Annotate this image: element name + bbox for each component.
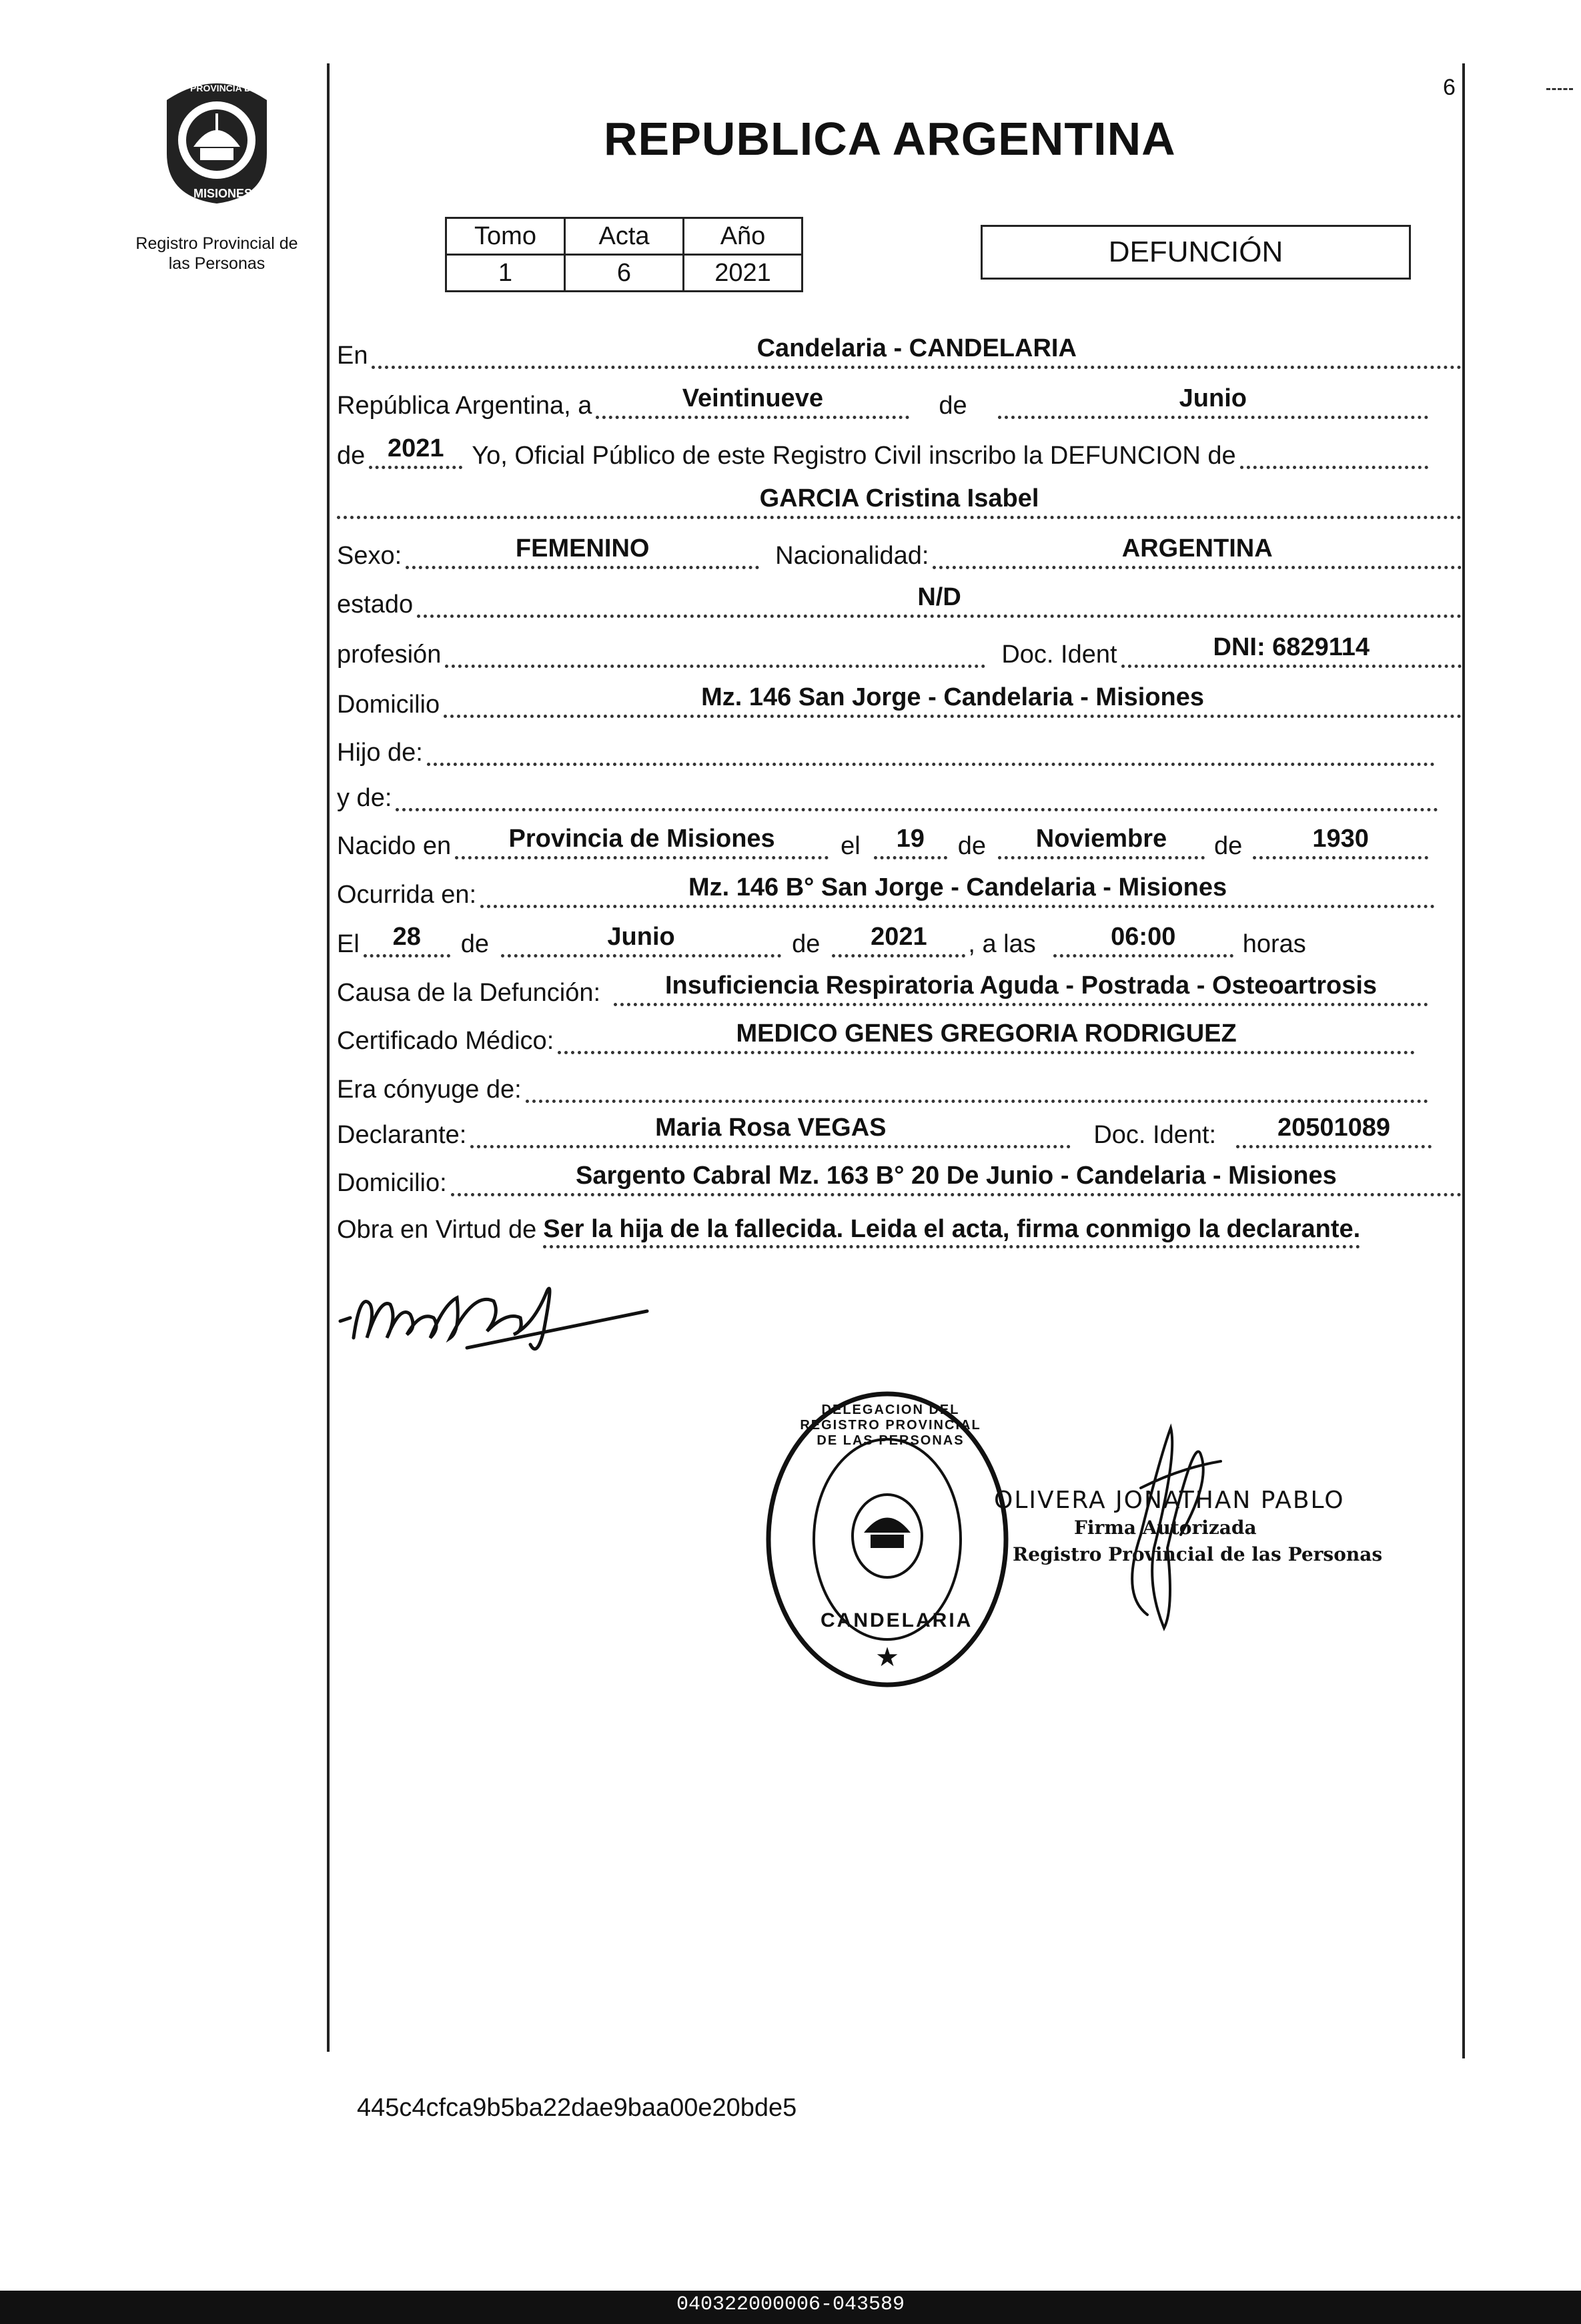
dia-value: Veintinueve xyxy=(682,384,823,412)
nac-de2-label: de xyxy=(1213,832,1243,860)
yo-text: Yo, Oficial Público de este Registro Civil inscribo la DEFUNCION de xyxy=(472,442,1236,470)
declarante-label: Declarante: xyxy=(337,1121,467,1149)
de-label: de xyxy=(939,392,967,420)
document-hash: 445c4cfca9b5ba22dae9baa00e20bde5 xyxy=(357,2094,797,2122)
estado-value: N/D xyxy=(917,583,961,611)
def-de-label: de xyxy=(460,930,490,958)
anio-field xyxy=(369,434,462,469)
estado-field xyxy=(417,583,1462,618)
record-type-box xyxy=(981,225,1411,280)
doc-ident-label: Doc. Ident xyxy=(1001,641,1117,669)
row-fecha-defuncion xyxy=(337,925,1458,963)
declarante-value: Maria Rosa VEGAS xyxy=(655,1114,887,1142)
stamp-ring-text: DELEGACION DEL REGISTRO PROVINCIAL DE LAS PERSONAS xyxy=(800,1403,981,1448)
el2-label: El xyxy=(337,930,360,958)
yde-field xyxy=(396,781,1438,811)
obra-value: Ser la hija de la fallecida. Leida el acta, firma conmigo la declarante. xyxy=(543,1215,1360,1248)
row-conyuge xyxy=(337,1071,1431,1108)
doc-ident-value: DNI: 6829114 xyxy=(1213,633,1370,661)
conyuge-field xyxy=(526,1073,1428,1103)
nac-el-label: el xyxy=(841,832,861,860)
def-de2-label: de xyxy=(792,930,821,958)
row-sexo-nacionalidad xyxy=(337,534,1464,574)
row-certificado xyxy=(337,1022,1418,1060)
sexo-field xyxy=(406,534,759,569)
certificado-field xyxy=(558,1020,1415,1054)
hijo-field xyxy=(427,736,1435,766)
table-value-acta: 6 xyxy=(565,255,684,292)
row-y-de xyxy=(337,779,1441,817)
record-number-table xyxy=(445,217,803,292)
domicilio2-label: Domicilio: xyxy=(337,1169,447,1197)
hora-field xyxy=(1053,923,1233,957)
doc-ident2-value: 20501089 xyxy=(1277,1114,1391,1142)
page-number: 6 xyxy=(1443,75,1456,100)
registry-label-line2: las Personas xyxy=(168,254,266,273)
table-value-tomo: 1 xyxy=(446,255,565,292)
row-hijo-de xyxy=(337,734,1438,771)
certificado-value: MEDICO GENES GREGORIA RODRIGUEZ xyxy=(736,1020,1237,1048)
row-anio-yo xyxy=(337,434,1431,474)
footer-code: 040322000006-043589 xyxy=(676,2293,905,2316)
yde-label: y de: xyxy=(337,784,392,812)
doc-ident2-field xyxy=(1236,1114,1432,1148)
row-ocurrida xyxy=(337,873,1438,913)
de2-label: de xyxy=(337,442,366,470)
domicilio-label: Domicilio xyxy=(337,691,440,719)
row-obra-virtud xyxy=(337,1211,1464,1248)
yo-trailing-field xyxy=(1240,439,1428,469)
row-profesion-doc xyxy=(337,633,1464,673)
declarante-field xyxy=(470,1114,1071,1148)
row-fecha-inscripcion xyxy=(337,384,1431,424)
en-field xyxy=(372,334,1462,369)
def-anio-value: 2021 xyxy=(871,923,927,951)
doc-ident2-label: Doc. Ident: xyxy=(1093,1121,1217,1149)
profesion-label: profesión xyxy=(337,641,442,669)
nacido-label: Nacido en xyxy=(337,832,452,860)
mes-field xyxy=(998,384,1428,419)
doc-ident-field xyxy=(1121,633,1462,668)
obra-label: Obra en Virtud de xyxy=(337,1216,537,1244)
domicilio-field xyxy=(444,683,1462,718)
hijo-label: Hijo de: xyxy=(337,739,423,767)
en-label: En xyxy=(337,342,368,370)
ocurrida-value: Mz. 146 B° San Jorge - Candelaria - Misiones xyxy=(688,873,1227,901)
causa-label: Causa de la Defunción: xyxy=(337,979,601,1007)
horas-label: horas xyxy=(1242,930,1306,958)
nac-anio-field xyxy=(1253,825,1428,859)
record-type-label: DEFUNCIÓN xyxy=(1108,236,1283,268)
edge-dash xyxy=(1546,88,1573,90)
registry-label-line1: Registro Provincial de xyxy=(135,234,298,253)
nac-de-label: de xyxy=(957,832,986,860)
causa-value: Insuficiencia Respiratoria Aguda - Postrada - Osteoartrosis xyxy=(664,972,1378,1000)
en-value: Candelaria - CANDELARIA xyxy=(756,334,1077,362)
table-header-tomo: Tomo xyxy=(446,218,565,255)
def-mes-field xyxy=(501,923,781,957)
def-dia-value: 28 xyxy=(392,923,421,951)
provincial-seal-icon xyxy=(153,73,280,207)
official-name: OLIVERA JONATHAN PABLO xyxy=(994,1487,1345,1514)
def-mes-value: Junio xyxy=(607,923,675,951)
domicilio2-field xyxy=(451,1162,1462,1196)
table-header-acta: Acta xyxy=(565,218,684,255)
domicilio2-value: Sargento Cabral Mz. 163 B° 20 De Junio - Candelaria - Misiones xyxy=(575,1162,1337,1190)
row-declarante xyxy=(337,1116,1434,1154)
sexo-label: Sexo: xyxy=(337,542,402,570)
nacionalidad-value: ARGENTINA xyxy=(1121,534,1273,562)
table-header-anio: Año xyxy=(684,218,803,255)
page-title: REPUBLICA ARGENTINA xyxy=(604,113,1176,165)
conyuge-label: Era cónyuge de: xyxy=(337,1076,522,1104)
official-office: Registro Provincial de las Personas xyxy=(1013,1543,1383,1565)
nac-dia-value: 19 xyxy=(896,825,925,853)
table-value-anio: 2021 xyxy=(684,255,803,292)
footer-bar xyxy=(0,2291,1581,2324)
def-dia-field xyxy=(364,923,450,957)
seal-bottom-text: MISIONES xyxy=(193,187,253,200)
record-table-value-row xyxy=(446,255,803,292)
row-nacimiento xyxy=(337,827,1431,865)
mes-value: Junio xyxy=(1179,384,1247,412)
profesion-field xyxy=(445,638,985,668)
stamp-center-text: CANDELARIA xyxy=(821,1609,973,1631)
nacionalidad-label: Nacionalidad: xyxy=(775,542,929,570)
seal-top-text: PROVINCIA DE xyxy=(190,83,257,93)
causa-field xyxy=(614,972,1428,1006)
republica-label: República Argentina, a xyxy=(337,392,592,420)
domicilio-value: Mz. 146 San Jorge - Candelaria - Misiones xyxy=(701,683,1205,711)
nac-mes-value: Noviembre xyxy=(1035,825,1167,853)
row-nombre xyxy=(337,484,1464,524)
dia-field xyxy=(596,384,909,419)
estado-label: estado xyxy=(337,591,414,619)
ocurrida-label: Ocurrida en: xyxy=(337,881,477,909)
row-domicilio xyxy=(337,683,1464,723)
declarant-signature xyxy=(334,1264,654,1365)
row-estado xyxy=(337,583,1464,623)
nac-anio-value: 1930 xyxy=(1312,825,1369,853)
certificado-label: Certificado Médico: xyxy=(337,1027,554,1055)
hora-value: 06:00 xyxy=(1111,923,1176,951)
nac-mes-field xyxy=(998,825,1205,859)
record-table-header-row xyxy=(446,218,803,255)
registry-delegation-stamp xyxy=(764,1389,1011,1689)
svg-text:★: ★ xyxy=(875,1642,899,1673)
nombre-field xyxy=(337,484,1462,519)
nacido-value: Provincia de Misiones xyxy=(508,825,775,853)
registry-label xyxy=(117,234,317,274)
row-causa xyxy=(337,974,1431,1012)
ocurrida-field xyxy=(480,873,1435,908)
alas-label: , a las xyxy=(968,930,1036,958)
sexo-value: FEMENINO xyxy=(515,534,650,562)
nacionalidad-field xyxy=(933,534,1462,569)
anio-value: 2021 xyxy=(388,434,444,462)
nombre-value: GARCIA Cristina Isabel xyxy=(759,484,1039,512)
row-domicilio-declarante xyxy=(337,1164,1464,1202)
left-border-line xyxy=(327,63,330,2052)
def-anio-field xyxy=(832,923,965,957)
nac-dia-field xyxy=(874,825,947,859)
official-title: Firma Autorizada xyxy=(1074,1517,1257,1539)
row-en xyxy=(337,334,1464,374)
nacido-field xyxy=(455,825,829,859)
